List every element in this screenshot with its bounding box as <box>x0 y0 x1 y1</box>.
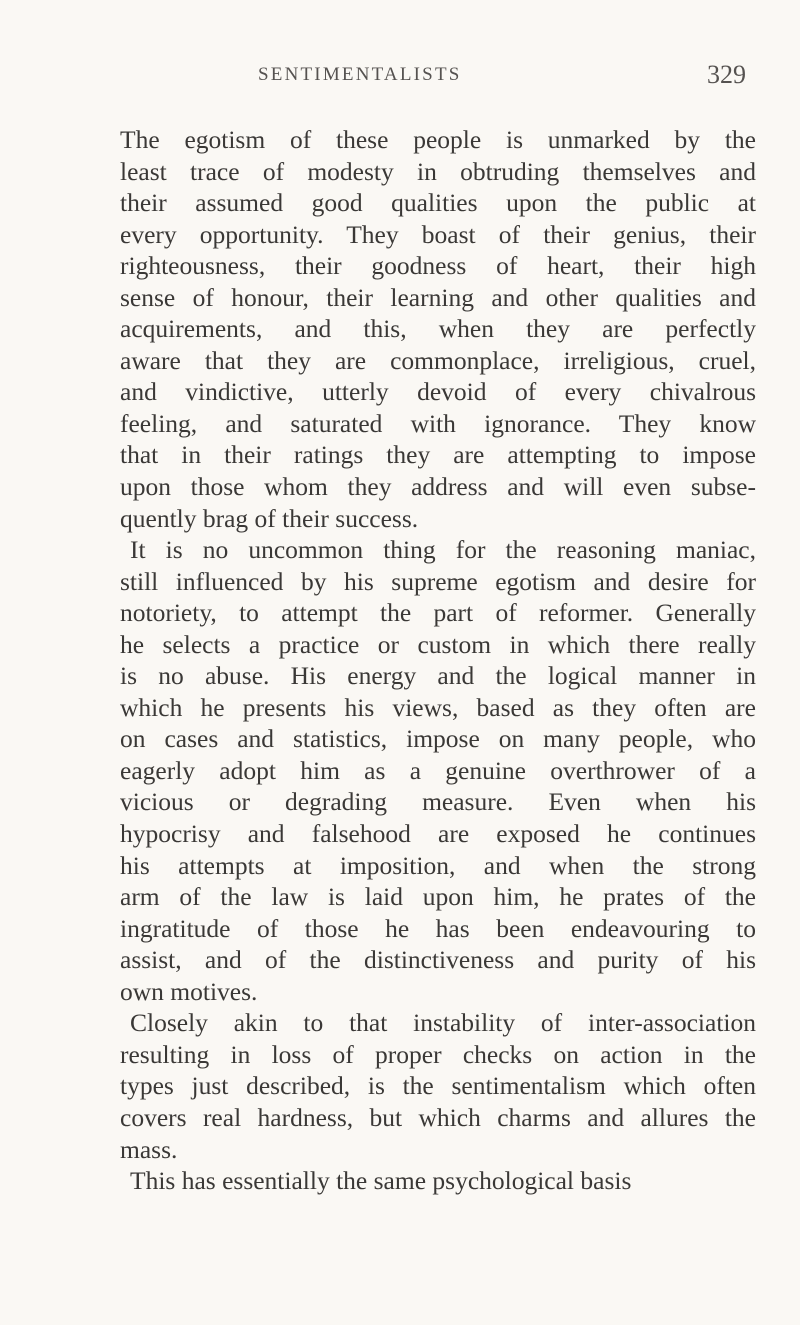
text-line: sense of honour, their learning and other qualities and <box>120 282 756 312</box>
text-line: Closely akin to that instability of inter-association <box>130 1008 756 1038</box>
page-number: 329 <box>707 60 746 89</box>
text-line: resulting in loss of proper checks on action in the <box>120 1039 756 1069</box>
text-line: and vindictive, utterly devoid of every chivalrous <box>120 377 756 407</box>
text-line: quently brag of their success. <box>120 503 419 533</box>
text-line: that in their ratings they are attempting to impose <box>120 440 756 470</box>
text-line: It is no uncommon thing for the reasoning maniac, <box>130 535 756 565</box>
text-line: his attempts at imposition, and when the strong <box>120 850 756 880</box>
text-line: on cases and statistics, impose on many people, who <box>120 724 756 754</box>
text-line: vicious or degrading measure. Even when his <box>120 787 756 817</box>
text-line: every opportunity. They boast of their genius, their <box>120 219 756 249</box>
text-line: righteousness, their goodness of heart, their high <box>120 251 756 281</box>
text-line: types just described, is the sentimentalism which often <box>120 1071 756 1101</box>
text-line: assist, and of the distinctiveness and purity of his <box>120 945 756 975</box>
page-header <box>120 58 756 98</box>
text-line: least trace of modesty in obtruding themselves and <box>120 156 756 186</box>
text-line: ingratitude of those he has been endeavouring to <box>120 913 756 943</box>
body-text <box>120 124 756 1197</box>
text-line: The egotism of these people is unmarked by the <box>120 125 756 154</box>
text-line: arm of the law is laid upon him, he prates of the <box>120 882 756 912</box>
text-line: upon those whom they address and will even subse- <box>120 472 756 502</box>
running-head: SENTIMENTALISTS <box>258 64 462 85</box>
text-line: their assumed good qualities upon the public at <box>120 188 756 218</box>
text-line: notoriety, to attempt the part of reformer. Generally <box>120 598 756 628</box>
text-line: which he presents his views, based as they often are <box>120 692 756 722</box>
text-line: feeling, and saturated with ignorance. They know <box>120 408 756 438</box>
text-line: is no abuse. His energy and the logical manner in <box>120 661 756 691</box>
text-line: own motives. <box>120 976 258 1006</box>
text-line: hypocrisy and falsehood are exposed he continues <box>120 819 756 849</box>
text-line: covers real hardness, but which charms and allures the <box>120 1102 756 1132</box>
text-line: acquirements, and this, when they are perfectly <box>120 314 756 344</box>
text-line: aware that they are commonplace, irreligious, cruel, <box>120 345 756 375</box>
text-line: still influenced by his supreme egotism and desire for <box>120 566 756 596</box>
text-line: This has essentially the same psychological basis <box>130 1166 632 1196</box>
text-line: eagerly adopt him as a genuine overthrower of a <box>120 755 756 785</box>
text-line: he selects a practice or custom in which there really <box>120 629 756 659</box>
text-line: mass. <box>120 1134 178 1164</box>
